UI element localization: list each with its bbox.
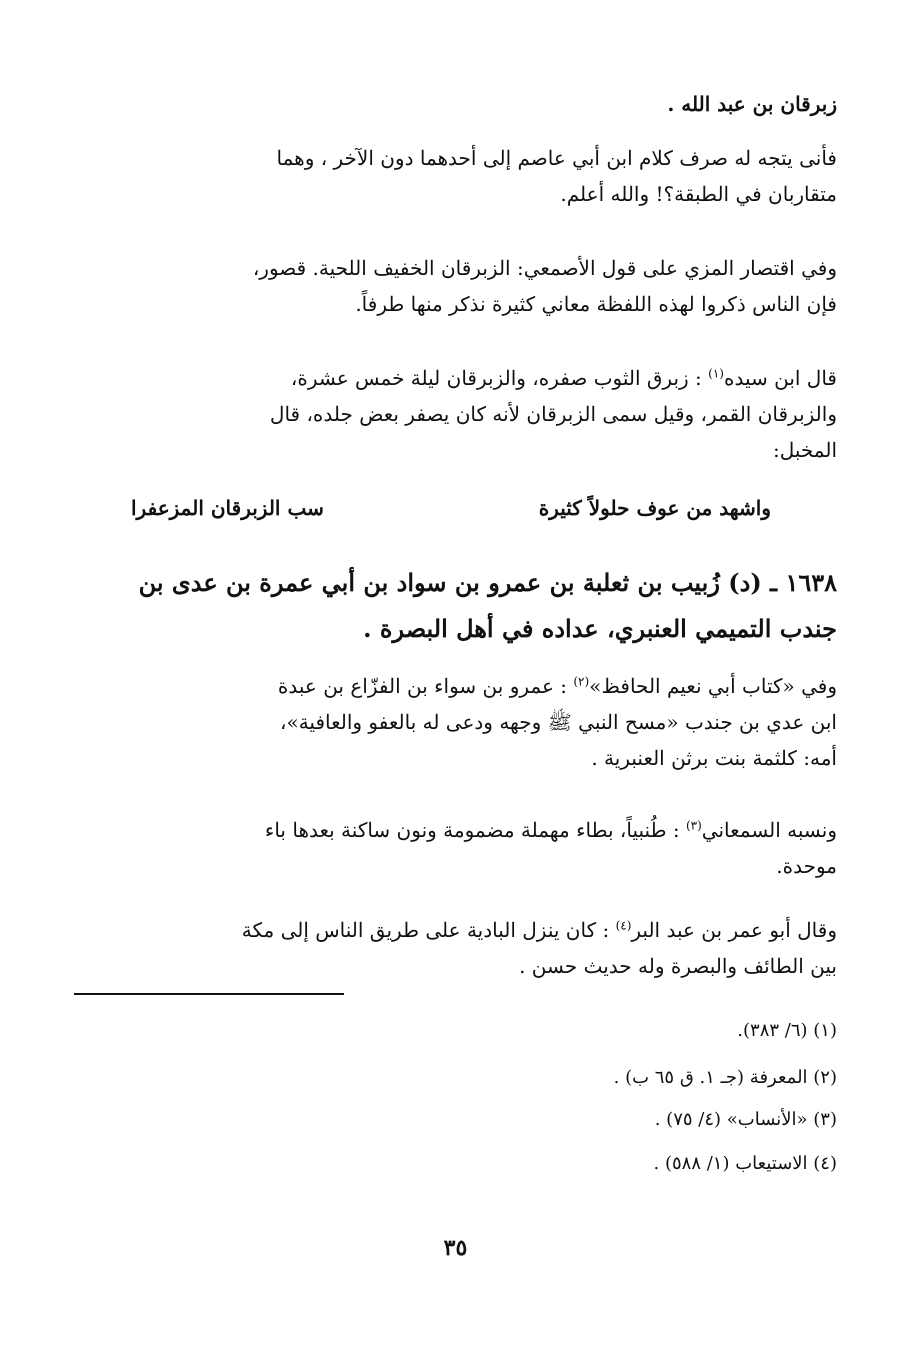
text-line: فإن الناس ذكروا لهذه اللفظة معاني كثيرة نذكر منها طرفاً. (355, 292, 837, 316)
footnote-ref: (٣) (685, 818, 702, 833)
footnote-ref: (١) (708, 366, 724, 381)
text-line: متقاربان في الطبقة؟! والله أعلم. (560, 182, 837, 206)
paragraph-continuation (67, 86, 837, 122)
text-segment: قال ابن سيده (723, 366, 837, 390)
text-segment: : كان ينزل البادية على طريق الناس إلى مكة (241, 918, 610, 942)
paragraph-mizzi (67, 250, 837, 322)
paragraph-ibn-abd-al-barr (67, 912, 837, 984)
text-line: المخبل: (772, 438, 837, 462)
text-segment: وقال أبو عمر بن عبد البر (631, 918, 837, 942)
verse-hemistich-first: واشهد من عوف حلولاً كثيرة (538, 496, 771, 520)
footnote: (١) (٦/ ٣٨٣). (737, 1020, 837, 1041)
footnote-ref: (٤) (615, 918, 632, 933)
text-segment: ونسبه السمعاني (701, 818, 837, 842)
paragraph-samani (67, 812, 837, 884)
text-line (67, 812, 837, 848)
text-line (67, 360, 837, 396)
footnote: (٤) الاستيعاب (١/ ٥٨٨) . (653, 1153, 837, 1174)
paragraph-ibn-abi-asim (67, 140, 837, 212)
text-line (67, 668, 837, 704)
text-segment: وفي «كتاب أبي نعيم الحافظ» (589, 674, 837, 698)
text-line: والزبرقان القمر، وقيل سمى الزبرقان لأنه كان يصفر بعض جلده، قال (269, 402, 837, 426)
heading-line: ١٦٣٨ ـ (د) زُبيب بن ثعلبة بن عمرو بن سواد بن أبي عمرة بن عدى بن (138, 568, 837, 597)
text-line: وفي اقتصار المزي على قول الأصمعي: الزبرقان الخفيف اللحية. قصور، (252, 256, 837, 280)
text-line: زبرقان بن عبد الله . (667, 92, 837, 116)
page-number: ٣٥ (443, 1235, 468, 1261)
text-segment: : عمرو بن سواء بن الفزّاع بن عبدة (277, 674, 567, 698)
text-segment: : طُنبياً، بطاء مهملة مضمومة ونون ساكنة بعدها باء (264, 818, 680, 842)
paragraph-abu-nuaym (67, 668, 837, 776)
poetry-verse (131, 496, 771, 544)
text-line: بين الطائف والبصرة وله حديث حسن . (519, 954, 837, 978)
text-line (67, 912, 837, 948)
footnote-separator (74, 993, 344, 995)
footnote-ref: (٢) (573, 674, 590, 689)
text-segment: : زبرق الثوب صفره، والزبرقان ليلة خمس عشرة، (290, 366, 702, 390)
text-line: ابن عدي بن جندب «مسح النبي ﷺ وجهه ودعى له بالعفو والعافية»، (280, 710, 837, 734)
paragraph-ibn-sidah (67, 360, 837, 468)
heading-line: جندب التميمي العنبري، عداده في أهل البصرة . (363, 614, 837, 643)
verse-hemistich-second: سب الزبرقان المزعفرا (131, 496, 324, 520)
text-line: فأنى يتجه له صرف كلام ابن أبي عاصم إلى أحدهما دون الآخر ، وهما (276, 146, 837, 170)
entry-heading (67, 560, 837, 652)
text-line: موحدة. (776, 854, 837, 878)
text-line: أمه: كلثمة بنت برثن العنبرية . (591, 746, 837, 770)
footnote: (٢) المعرفة (جـ ١. ق ٦٥ ب) . (613, 1067, 837, 1088)
footnote: (٣) «الأنساب» (٤/ ٧٥) . (654, 1109, 837, 1130)
